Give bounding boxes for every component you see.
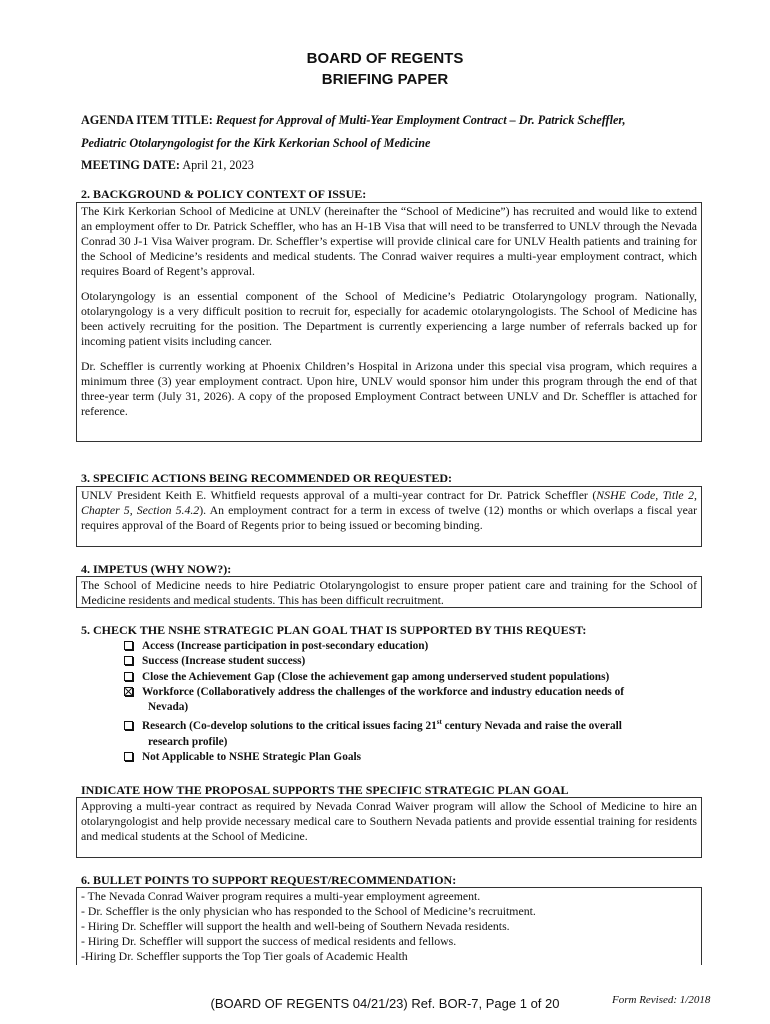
section-2-paragraph-1: The Kirk Kerkorian School of Medicine at UNLV (hereinafter the “School of Medicine”) has recruited and would like to extend an employment offer to Dr. Patrick Scheffler, who has an H-1B Visa that will need to be transferred to UNLV through the Nevada Conrad 30 J-1 Visa Waiver program. Dr. Scheffler’s expertise will provide clinical care for UNLV Health patients and training for the School of Medicine’s residents and medical students. The Conrad waiver requires a multi-year employment contract, which requires Board of Regent’s approval. — [81, 204, 697, 278]
indicate-heading: INDICATE HOW THE PROPOSAL SUPPORTS THE SPECIFIC STRATEGIC PLAN GOAL — [81, 783, 569, 797]
goal-research-superscript: st — [436, 718, 442, 727]
agenda-item-title — [81, 113, 721, 128]
agenda-label: AGENDA ITEM TITLE: — [81, 113, 213, 127]
goal-success-label: Success (Increase student success) — [142, 655, 306, 668]
goal-research-label-a: Research (Co-develop solutions to the critical issues facing 21 — [142, 720, 437, 733]
section-4-heading: 4. IMPETUS (WHY NOW?): — [81, 562, 232, 576]
goal-research-checkbox[interactable] — [124, 721, 133, 730]
section-6-heading: 6. BULLET POINTS TO SUPPORT REQUEST/RECOMMENDATION: — [81, 873, 457, 887]
section-2-paragraph-3: Dr. Scheffler is currently working at Phoenix Children’s Hospital in Arizona under this special visa program, which requires a minimum three (3) year employment contract. Upon hire, UNLV would sponsor him under this program through the end of that three-year term (July 31, 2026). A copy of the proposed Employment Contract between UNLV and Dr. Scheffler is attached for reference. — [81, 359, 697, 418]
goal-access — [124, 639, 624, 654]
bullet-4: - Hiring Dr. Scheffler will support the success of medical residents and fellows. — [81, 934, 457, 948]
section-4-text: The School of Medicine needs to hire Pediatric Otolaryngologist to ensure proper patient care and training for the School of Medicine residents and medical students. This has been difficult recruitment. — [81, 578, 697, 607]
goal-achievement-gap-checkbox[interactable] — [124, 672, 133, 681]
page-footer: (BOARD OF REGENTS 04/21/23) Ref. BOR-7, Page 1 of 20 — [210, 996, 560, 1011]
section-4-box — [76, 576, 702, 608]
goal-research-label-b: century Nevada and raise the overall — [441, 720, 622, 733]
goal-research-continued: research profile) — [148, 735, 228, 748]
section-2-paragraph-2: Otolaryngology is an essential component of the School of Medicine’s Pediatric Otolaryngology program. Nationally, otolaryngology is a very difficult position to recruit for, especially for academic otolaryngologists. The School of Medicine has been actively recruiting for the position. The Department is currently experiencing a large number of referrals backed up for incoming patient visits including cancer. — [81, 289, 697, 348]
strategic-goal-list — [124, 639, 624, 765]
meeting-date — [81, 158, 254, 173]
goal-research — [124, 715, 624, 734]
section-5-heading: 5. CHECK THE NSHE STRATEGIC PLAN GOAL THAT IS SUPPORTED BY THIS REQUEST: — [81, 623, 587, 637]
section-3-text — [81, 488, 697, 533]
goal-achievement-gap — [124, 670, 624, 685]
section-3-text-b: ). An employment contract for a term in excess of twelve (12) months or which overlaps a fiscal year requires approval of the Board of Regents prior to being issued or becoming binding. — [81, 503, 697, 532]
indicate-text: Approving a multi-year contract as required by Nevada Conrad Waiver program will allow the School of Medicine to hire an otolaryngologist and help provide necessary medical care to Southern Nevada patients and provide essential training for residents and medical students at the School of Medicine. — [81, 799, 697, 843]
bullet-2: - Dr. Scheffler is the only physician who has responded to the School of Medicine’s recruitment. — [81, 904, 536, 918]
goal-not-applicable-checkbox[interactable] — [124, 752, 133, 761]
goal-not-applicable-label: Not Applicable to NSHE Strategic Plan Goals — [142, 750, 362, 763]
goal-access-label: Access (Increase participation in post-secondary education) — [142, 640, 429, 652]
section-2-box — [76, 202, 702, 442]
goal-achievement-gap-label: Close the Achievement Gap (Close the achievement gap among underserved student populations) — [142, 670, 610, 683]
bullet-5: -Hiring Dr. Scheffler supports the Top Tier goals of Academic Health — [81, 949, 408, 963]
section-6-box — [76, 887, 702, 965]
form-revised-note: Form Revised: 1/2018 — [612, 994, 711, 1006]
goal-not-applicable — [124, 750, 624, 765]
meeting-date-label: MEETING DATE: — [81, 158, 180, 172]
document-subtitle: BRIEFING PAPER — [321, 71, 449, 88]
goal-workforce — [124, 685, 624, 700]
indicate-box — [76, 797, 702, 858]
goal-workforce-label: Workforce (Collaboratively address the challenges of the workforce and industry education needs of — [142, 685, 624, 698]
goal-access-checkbox[interactable] — [124, 641, 133, 650]
meeting-date-value: April 21, 2023 — [182, 158, 254, 172]
section-3-text-a: UNLV President Keith E. Whitfield requests approval of a multi-year contract for Dr. Patrick Scheffler ( — [81, 488, 597, 502]
section-2-heading: 2. BACKGROUND & POLICY CONTEXT OF ISSUE: — [81, 187, 367, 201]
document-title: BOARD OF REGENTS — [306, 50, 464, 67]
section-3-heading: 3. SPECIFIC ACTIONS BEING RECOMMENDED OR REQUESTED: — [81, 471, 453, 485]
agenda-title-line2: Pediatric Otolaryngologist for the Kirk Kerkorian School of Medicine — [81, 136, 431, 150]
agenda-title-line1: Request for Approval of Multi-Year Employment Contract – Dr. Patrick Scheffler, — [215, 113, 626, 127]
bullet-1: - The Nevada Conrad Waiver program requires a multi-year employment agreement. — [81, 889, 481, 903]
bullet-3: - Hiring Dr. Scheffler will support the health and well-being of Southern Nevada residents. — [81, 919, 510, 933]
nshe-code-reference: NSHE Code, Title 2, Chapter 5, Section 5.4.2 — [81, 488, 697, 517]
goal-workforce-continued: Nevada) — [148, 701, 189, 714]
goal-success — [124, 654, 624, 669]
goal-workforce-checkbox-checked[interactable] — [124, 687, 133, 696]
section-3-box — [76, 486, 702, 547]
goal-success-checkbox[interactable] — [124, 656, 133, 665]
